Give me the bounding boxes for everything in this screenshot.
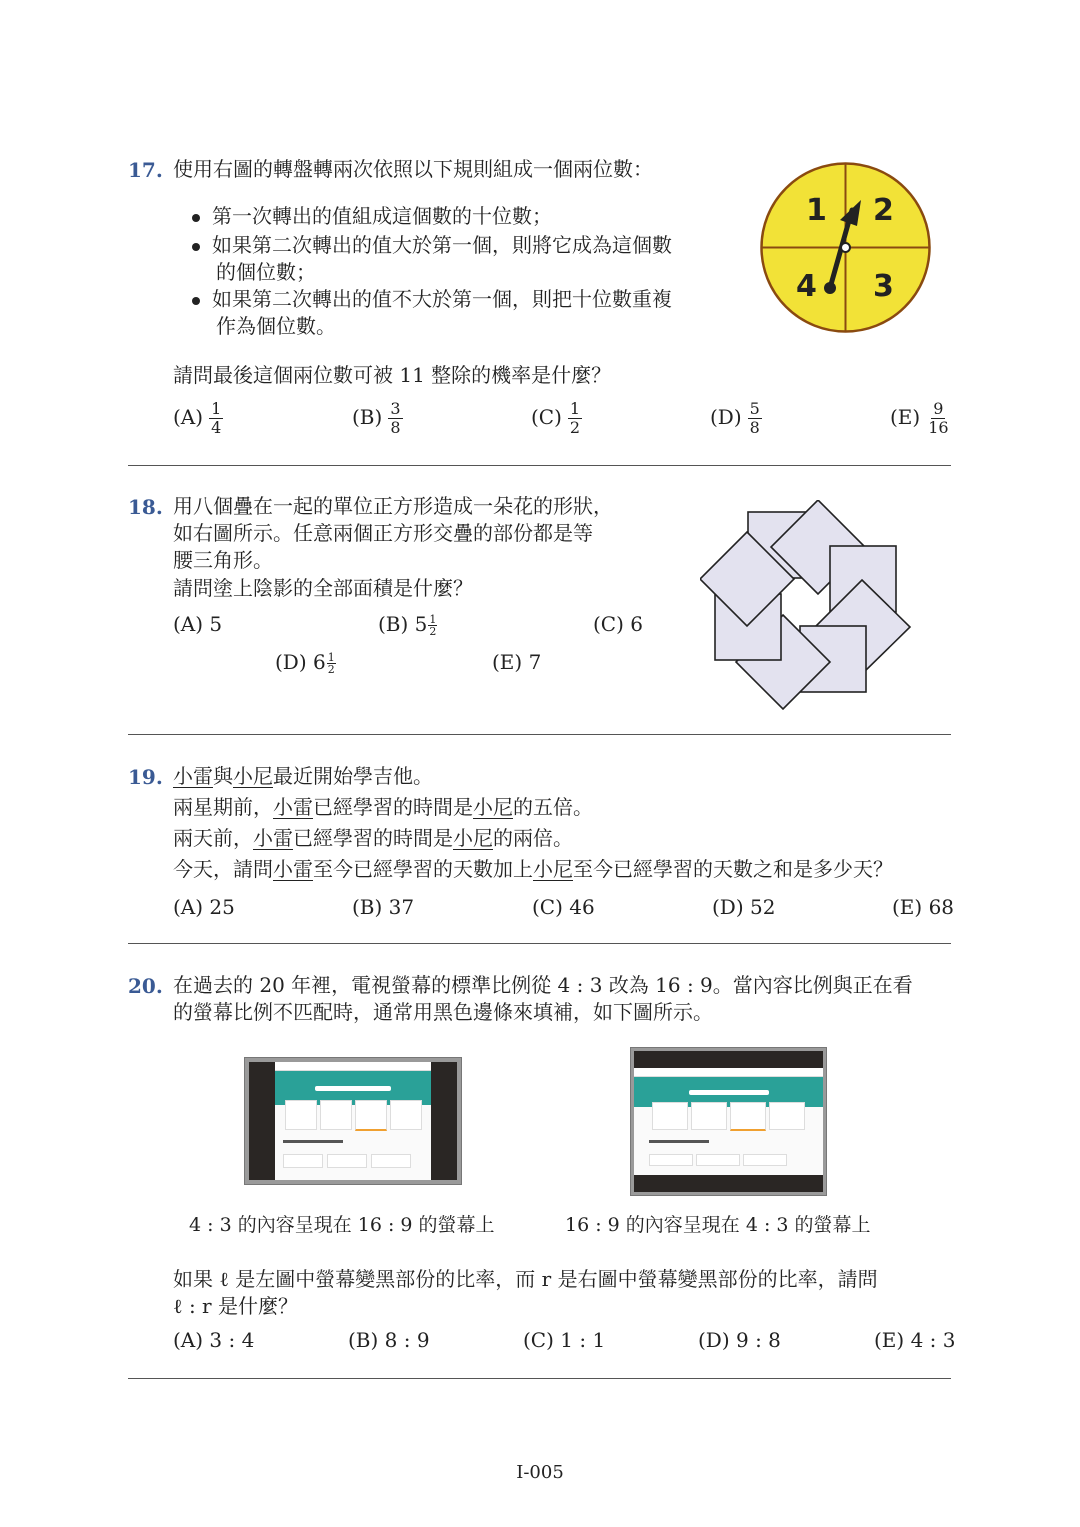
divider [128, 1378, 951, 1379]
q20-option-c[interactable]: (C) 1 : 1 [523, 1328, 606, 1352]
q18-option-c[interactable]: (C) 6 [593, 612, 644, 636]
q18-option-e[interactable]: (E) 7 [492, 650, 542, 674]
q17-option-a[interactable]: (A) $\frac{1}{4}$ [173, 399, 222, 437]
caption-right: 16 : 9 的內容呈現在 4 : 3 的螢幕上 [565, 1214, 871, 1236]
q18-number: 18. [128, 495, 163, 519]
q19-line-3: 兩天前，小雷已經學習的時間是小尼的兩倍。 [173, 826, 573, 850]
bullet-icon [192, 243, 200, 251]
q20-option-e[interactable]: (E) 4 : 3 [874, 1328, 956, 1352]
spinner-label-1: 1 [806, 193, 827, 228]
q17-bullet-3-cont: 作為個位數。 [216, 314, 336, 338]
bullet-icon [192, 214, 200, 222]
name-xiaolei: 小雷 [273, 795, 313, 819]
caption-left: 4 : 3 的內容呈現在 16 : 9 的螢幕上 [189, 1214, 495, 1236]
q17-bullet-2: 如果第二次轉出的值大於第一個，則將它成為這個數 [192, 232, 672, 259]
spinner-label-3: 3 [873, 269, 894, 304]
q17-option-b[interactable]: (B) $\frac{3}{8}$ [352, 399, 401, 437]
q18-option-b[interactable]: (B) 5 $\frac{1}{2}$ [378, 612, 437, 638]
q19-option-b[interactable]: (B) 37 [352, 895, 415, 919]
bullet-icon [192, 297, 200, 305]
flower-squares-figure [700, 500, 915, 710]
q20-line-1: 在過去的 20 年裡，電視螢幕的標準比例從 4 : 3 改為 16 : 9。當內容比例與正在看 [173, 973, 913, 997]
q17-stem: 使用右圖的轉盤轉兩次依照以下規則組成一個兩位數： [173, 157, 653, 181]
q17-question: 請問最後這個兩位數可被 11 整除的機率是什麼？ [173, 363, 612, 387]
q18-line-1: 用八個疊在一起的單位正方形造成一朵花的形狀， [173, 494, 613, 518]
q20-option-d[interactable]: (D) 9 : 8 [698, 1328, 781, 1352]
q19-line-1: 小雷與小尼最近開始學吉他。 [173, 764, 433, 788]
q20-option-a[interactable]: (A) 3 : 4 [173, 1328, 255, 1352]
q17-bullet-2-cont: 的個位數； [216, 260, 316, 284]
divider [128, 943, 951, 944]
name-xiaoni: 小尼 [533, 857, 573, 881]
q19-option-d[interactable]: (D) 52 [712, 895, 776, 919]
q20-line-2: 的螢幕比例不匹配時，通常用黑色邊條來填補，如下圖所示。 [173, 1000, 713, 1024]
q18-line-2: 如右圖所示。任意兩個正方形交疊的部份都是等 [173, 521, 593, 545]
screen-16-9-image [244, 1057, 462, 1185]
spinner-label-2: 2 [873, 193, 894, 228]
q20-option-b[interactable]: (B) 8 : 9 [348, 1328, 430, 1352]
name-xiaolei: 小雷 [273, 857, 313, 881]
spinner-label-4: 4 [796, 269, 817, 304]
q18-line-4: 請問塗上陰影的全部面積是什麼？ [173, 576, 473, 600]
divider [128, 734, 951, 735]
name-xiaoni: 小尼 [453, 826, 493, 850]
q19-number: 19. [128, 765, 163, 789]
name-xiaoni: 小尼 [473, 795, 513, 819]
q19-line-4: 今天，請問小雷至今已經學習的天數加上小尼至今已經學習的天數之和是多少天？ [173, 857, 893, 881]
q19-option-a[interactable]: (A) 25 [173, 895, 235, 919]
name-xiaoni: 小尼 [233, 764, 273, 788]
q18-option-d[interactable]: (D) 6 $\frac{1}{2}$ [275, 650, 335, 676]
divider [128, 465, 951, 466]
q17-option-c[interactable]: (C) $\frac{1}{2}$ [531, 399, 581, 437]
q17-bullet-3: 如果第二次轉出的值不大於第一個，則把十位數重複 [192, 286, 672, 313]
q17-bullet-1: 第一次轉出的值組成這個數的十位數； [192, 203, 552, 230]
q20-question-1: 如果 ℓ 是左圖中螢幕變黑部份的比率，而 r 是右圖中螢幕變黑部份的比率，請問 [173, 1267, 878, 1291]
q17-number: 17. [128, 158, 163, 182]
q19-line-2: 兩星期前，小雷已經學習的時間是小尼的五倍。 [173, 795, 593, 819]
q18-line-3: 腰三角形。 [173, 548, 273, 572]
q18-option-a[interactable]: (A) 5 [173, 612, 223, 636]
screen-4-3-image [630, 1047, 827, 1196]
q19-option-c[interactable]: (C) 46 [532, 895, 595, 919]
spinner-figure [758, 160, 933, 335]
q17-option-d[interactable]: (D) $\frac{5}{8}$ [710, 399, 760, 437]
name-xiaolei: 小雷 [253, 826, 293, 850]
q20-question-2: ℓ : r 是什麼？ [173, 1294, 298, 1318]
q19-option-e[interactable]: (E) 68 [892, 895, 955, 919]
q17-option-e[interactable]: (E) $\frac{9}{16}$ [890, 399, 949, 437]
page-number: I-005 [516, 1462, 564, 1483]
q20-number: 20. [128, 974, 163, 998]
name-xiaolei: 小雷 [173, 764, 213, 788]
